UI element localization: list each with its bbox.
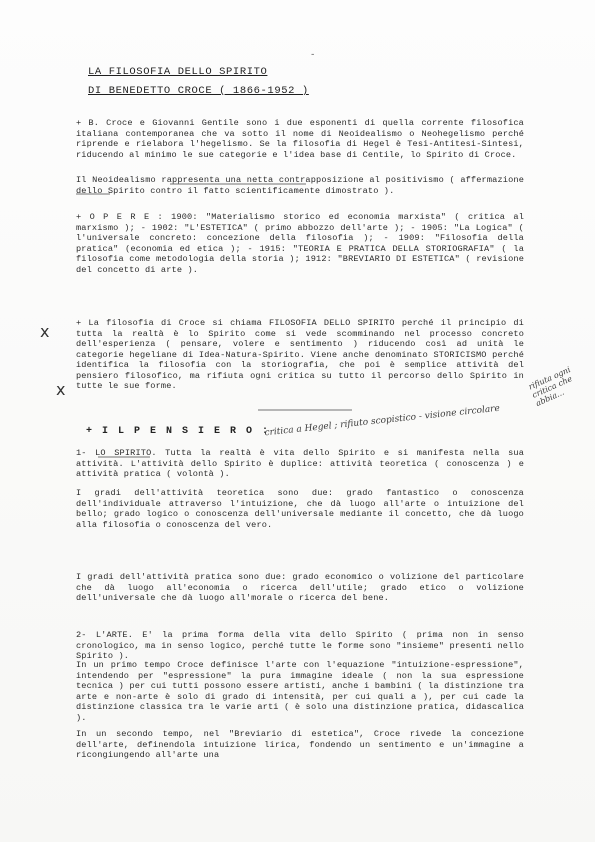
paragraph-art: 2- L'ARTE. E' la prima forma della vita dello Spirito ( prima non in senso cronologico, ma in senso logico, perché tutte le forme sono "insieme" presenti nello Spirito ). (76, 630, 524, 661)
paragraph-theoretical-degrees: I gradi dell'attività teoretica sono due: grado fantastico o conoscenza dell'individuale attraverso l'intuizione, che dà luogo all'arte o intuizione del bello; grado logico o conoscenza dell'universale mediante il concetto, che dà luogo alla filosofia o conoscenza del vero. (76, 488, 524, 530)
paragraph-philosophy-of-spirit: + La filosofia di Croce si chiama FILOSOFIA DELLO SPIRITO perché il principio di tutta la realtà è lo Spirito come si vede scomminando nel processo concreto dell'esperienza ( pensare, volere e sentimento ) riducendo così ad unità le categorie hegeliane di Idea-Natura-Spirito. Viene anche denominato STORICISMO perché identifica la filosofia con la storiografia, che poi è semplice attività del pensiero filosofico, ma rifiuta ogni critica su tutto il percorso dello Spirito in tutte le sue forme. (76, 318, 524, 391)
paragraph-spirit: 1- LO SPIRITO. Tutta la realtà è vita dello Spirito e si manifesta nella sua attività. L'attività dello Spirito è duplice: attività teoretica ( conoscenza ) e attività pratica ( volontà ). (76, 448, 524, 479)
margin-x-mark-2: x (56, 380, 66, 399)
document-title: LA FILOSOFIA DELLO SPIRITO (88, 66, 268, 78)
margin-x-mark: x (40, 322, 50, 341)
paragraph-intro: + B. Croce e Giovanni Gentile sono i due esponenti di quella corrente filosofica italiana contemporanea che va sotto il nome di Neoidealismo o Neohegelismo perché riprende e rielabora l'hegelismo. Se la filosofia di Hegel è Tesi-Antitesi-Sintesi, riducendo al minimo le sue categorie e l'idea base di Centile, lo Spirito di Croce. (76, 118, 524, 160)
handwritten-margin-note: rifiuta ogni critica che abbia... (527, 365, 574, 409)
paragraph-art-second-period: In un secondo tempo, nel "Breviario di estetica", Croce rivede la concezione dell'arte, definendola intuizione lirica, fondendo un sentimento e un'immagine a ricongiungendo all'arte una (76, 729, 524, 760)
section-heading-thought: + I L P E N S I E R O : (86, 426, 271, 437)
paragraph-art-first-period: In un primo tempo Croce definisce l'arte con l'equazione "intuizione-espressione", intendendo per "espressione" la pura immagine ideale ( non la sua espressione tecnica ) per cui tutti possono essere artisti, anche i bambini ( la distinzione tra arte e non-arte è solo di grado di intensità, per cui quali a ), per cui cade la distinzione classica tra le varie arti ( è solo una distinzione pratica, didascalica ). (76, 660, 524, 723)
handwritten-note: critica a Hegel ; rifiuto scopistico - visione circolare (264, 403, 501, 439)
paragraph-neoidealism: Il Neoidealismo rappresenta una netta contrapposizione al positivismo ( affermazione dello Spirito contro il fatto scientificamente dimostrato ). (76, 175, 524, 196)
paragraph-works: + O P E R E : 1900: "Materialismo storico ed economia marxista" ( critica al marxismo ); - 1902: "L'ESTETICA" ( primo abbozzo dell'arte ); - 1905: "La Logica" ( l'universale concreto: concezione della filosofia ); - 1909: "Filosofia della pratica" (economia ed etica ); - 1915: "TEORIA E PRATICA DELLA STORIOGRAFIA" ( la filosofia come metodologia della storia ); 1912: "BREVIARIO DI ESTETICA" ( revisione del concetto di arte ). (76, 212, 524, 275)
document-subtitle: DI BENEDETTO CROCE ( 1866-1952 ) (88, 85, 309, 97)
header-mark: - (310, 50, 316, 60)
paragraph-practical-degrees: I gradi dell'attività pratica sono due: grado economico o volizione del particolare che dà luogo all'economia o ricerca dell'utile; grado etico o volizione dell'universale che dà luogo all'morale o ricerca del bene. (76, 572, 524, 603)
